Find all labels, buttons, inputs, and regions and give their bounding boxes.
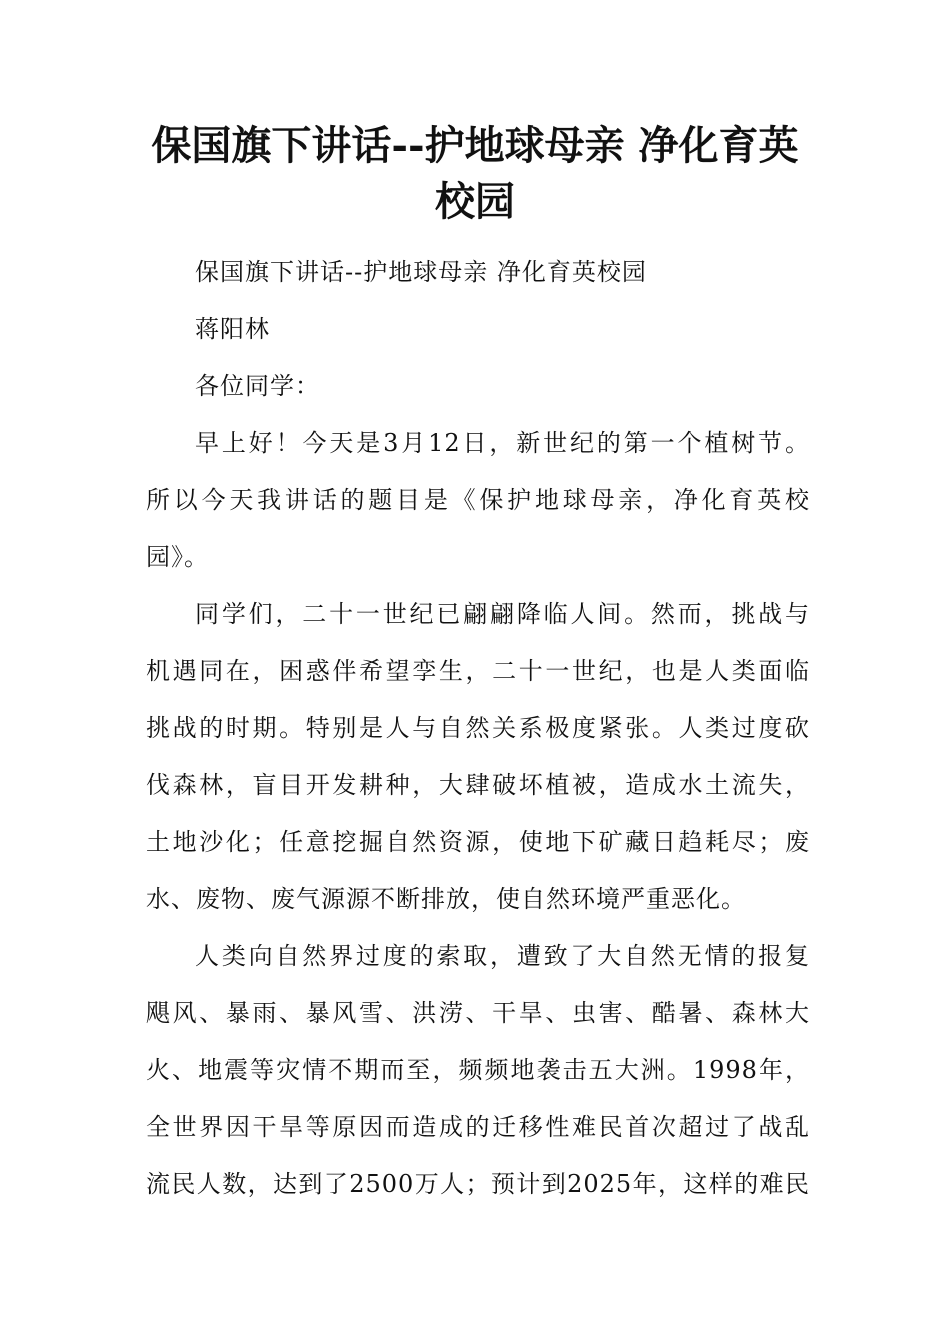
paragraph-3-line-5: 流民人数，达到了2500万人；预计到2025年，这样的难民	[146, 1170, 810, 1198]
paragraph-1-line-1: 早上好！今天是3月12日，新世纪的第一个植树节。	[195, 429, 810, 457]
paragraph-2-line-1: 同学们，二十一世纪已翩翩降临人间。然而，挑战与	[195, 600, 810, 628]
paragraph-1-line-3: 园》。	[146, 543, 209, 571]
paragraph-3-line-2: 飓风、暴雨、暴风雪、洪涝、干旱、虫害、酷暑、森林大	[146, 999, 810, 1027]
paragraph-2-line-5: 土地沙化；任意挖掘自然资源，使地下矿藏日趋耗尽；废	[146, 828, 810, 856]
paragraph-2-line-4: 伐森林，盲目开发耕种，大肆破坏植被，造成水土流失，	[146, 771, 810, 799]
paragraph-2-line-2: 机遇同在，困惑伴希望孪生，二十一世纪，也是人类面临	[146, 657, 810, 685]
document-title-line-2: 校园	[435, 178, 515, 225]
paragraph-1-line-2: 所以今天我讲话的题目是《保护地球母亲，净化育英校	[146, 486, 810, 514]
document-title-line-1: 保国旗下讲话--护地球母亲 净化育英	[151, 122, 799, 169]
paragraph-2-line-6: 水、废物、废气源源不断排放，使自然环境严重恶化。	[146, 885, 746, 913]
salutation: 各位同学：	[195, 372, 320, 400]
paragraph-3-line-1: 人类向自然界过度的索取，遭致了大自然无情的报复	[195, 942, 810, 970]
paragraph-3-line-4: 全世界因干旱等原因而造成的迁移性难民首次超过了战乱	[146, 1113, 810, 1141]
paragraph-2-line-3: 挑战的时期。特别是人与自然关系极度紧张。人类过度砍	[146, 714, 810, 742]
author: 蒋阳林	[195, 315, 270, 343]
paragraph-3-line-3: 火、地震等灾情不期而至，频频地袭击五大洲。1998年，	[146, 1056, 810, 1084]
subtitle: 保国旗下讲话--护地球母亲 净化育英校园	[195, 258, 647, 286]
